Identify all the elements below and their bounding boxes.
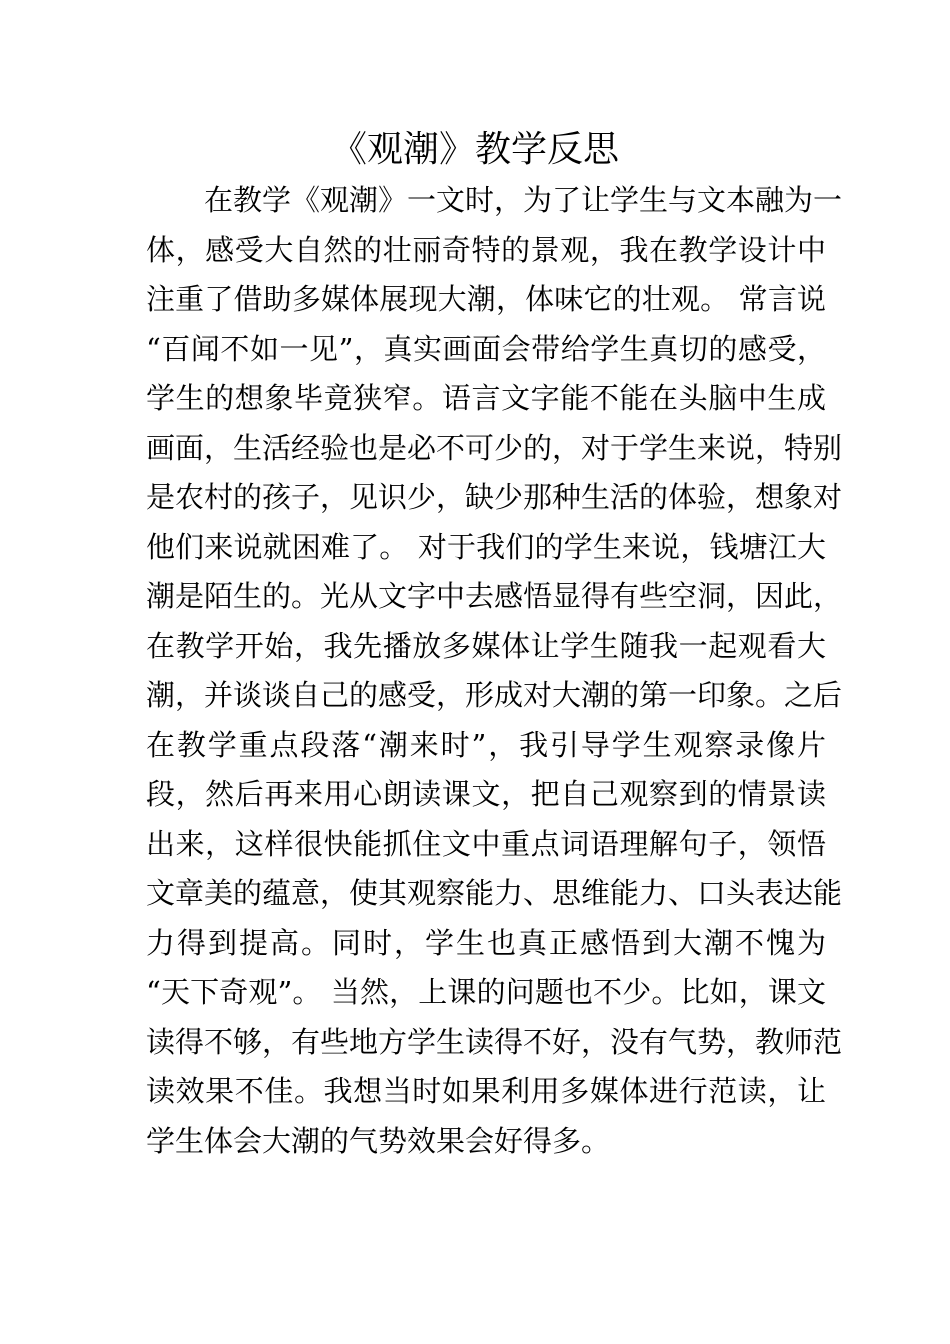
body-line: 文章美的蕴意，使其观察能力、思维能力、口头表达能 (146, 876, 843, 910)
body-line: 潮是陌生的。光从文字中去感悟显得有些空洞，因此， (146, 579, 843, 613)
body-line: 画面，生活经验也是必不可少的，对于学生来说，特别 (146, 430, 843, 465)
body-line: 体，感受大自然的壮丽奇特的景观，我在教学设计中 (146, 232, 826, 267)
body-line: “天下奇观”。 当然，上课的问题也不少。比如，课文 (146, 975, 826, 1009)
body-line: 在教学开始，我先播放多媒体让学生随我一起观看大 (146, 628, 826, 663)
body-line: 读效果不佳。我想当时如果利用多媒体进行范读，让 (146, 1074, 826, 1108)
body-line: 是农村的孩子，见识少，缺少那种生活的体验，想象对 (146, 480, 843, 514)
body-line: 他们来说就困难了。 对于我们的学生来说，钱塘江大 (146, 529, 826, 564)
body-line: 出来，这样很快能抓住文中重点词语理解句子，领悟 (146, 826, 826, 861)
document-body (146, 176, 843, 1166)
body-line: 注重了借助多媒体展现大潮，体味它的壮观。 常言说 (146, 282, 826, 316)
body-line: 力得到提高。同时，学生也真正感悟到大潮不愧为 (146, 925, 826, 960)
body-line: 学生体会大潮的气势效果会好得多。 (146, 1123, 611, 1158)
body-line: 潮，并谈谈自己的感受，形成对大潮的第一印象。之后 (146, 678, 843, 712)
body-line: 学生的想象毕竟狭窄。语言文字能不能在头脑中生成 (146, 381, 826, 415)
body-line: 在教学《观潮》一文时，为了让学生与文本融为一 (204, 183, 843, 217)
body-line: 在教学重点段落“潮来时”，我引导学生观察录像片 (146, 727, 826, 762)
document-title: 《观潮》教学反思 (330, 129, 619, 170)
body-line: 段，然后再来用心朗读课文，把自己观察到的情景读 (146, 777, 826, 811)
body-line: 读得不够，有些地方学生读得不好，没有气势，教师范 (146, 1024, 843, 1059)
body-line: “百闻不如一见”，真实画面会带给学生真切的感受， (146, 331, 826, 366)
